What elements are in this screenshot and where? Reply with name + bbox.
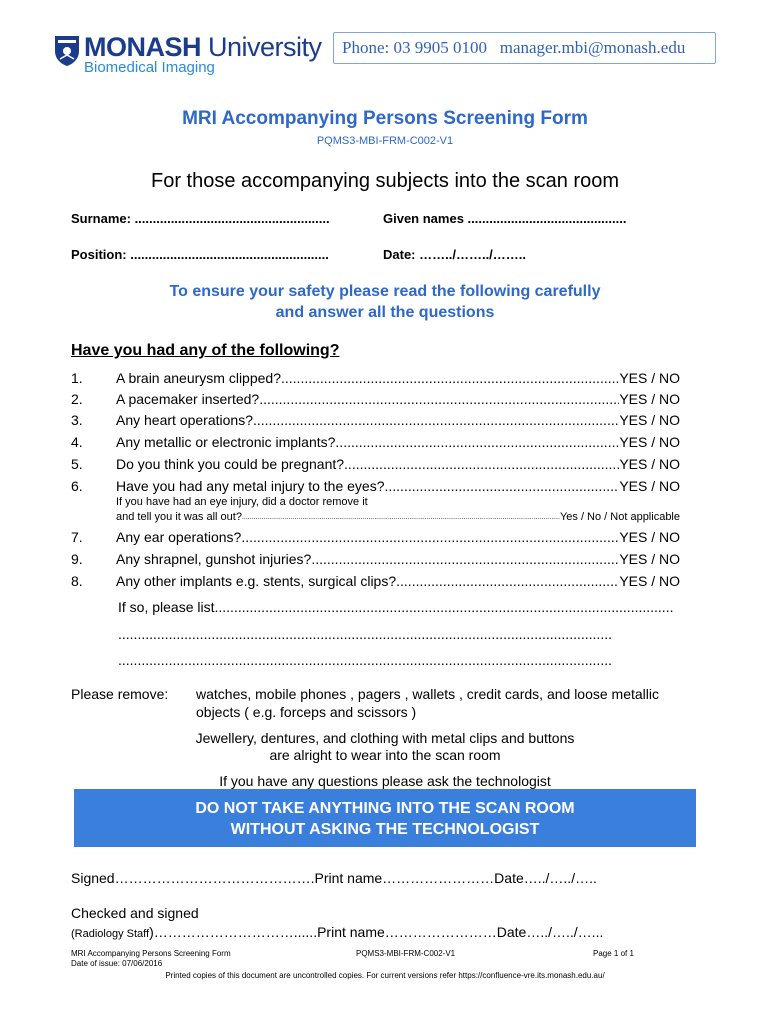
question-text: Any shrapnel, gunshot injuries? [116, 551, 312, 567]
footer-disclaimer: Printed copies of this document are uncontrolled copies. For current versions refer https://confluence-vre.its.monash.edu.au/ [165, 971, 605, 980]
yes-no-na-answer[interactable]: Yes / No / Not applicable [559, 511, 680, 523]
remove-items-line-1: watches, mobile phones , pagers , wallets , credit cards, and loose metallic [196, 686, 660, 702]
eye-followup-line-2: and tell you it was all out? [116, 511, 242, 523]
please-remove-label: Please remove: [71, 686, 169, 702]
section-heading: Have you had any of the following? [71, 342, 340, 359]
date-field[interactable]: Date: ……../……../…….. [383, 247, 527, 262]
allowed-items-line-1: Jewellery, dentures, and clothing with metal clips and buttons [195, 730, 575, 746]
checked-signed-label: Checked and signed [71, 905, 199, 921]
question-text: A pacemaker inserted? [116, 391, 260, 407]
warning-banner-line-2: WITHOUT ASKING THE TECHNOLOGIST [230, 821, 540, 838]
remove-items-line-2: objects ( e.g. forceps and scissors ) [196, 704, 417, 720]
implant-list-blank-line[interactable]: ............................................................................................................................... [118, 652, 612, 668]
surname-field[interactable]: Surname: ...................................................... [71, 211, 330, 226]
question-number: 8. [71, 573, 83, 589]
notice-line-1: To ensure your safety please read the following carefully [169, 283, 601, 300]
position-field[interactable]: Position: ....................................................... [71, 247, 329, 262]
warning-banner [74, 789, 696, 847]
question-number: 4. [71, 434, 83, 450]
question-text: Have you had any metal injury to the eyes? [116, 478, 385, 494]
question-text: A brain aneurysm clipped? [116, 370, 281, 386]
question-row[interactable] [116, 551, 680, 567]
signed-line[interactable]: Signed…………………………………….Print name……………………Date…../…../….. [71, 870, 597, 886]
question-number: 6. [71, 478, 83, 494]
implant-list-blank-line[interactable]: ............................................................................................................................... [118, 626, 612, 642]
yes-no-answer[interactable]: YES / NO [619, 529, 680, 545]
question-text: Any other implants e.g. stents, surgical clips? [116, 573, 397, 589]
yes-no-answer[interactable]: YES / NO [619, 391, 680, 407]
question-number: 1. [71, 370, 83, 386]
yes-no-answer[interactable]: YES / NO [619, 573, 680, 589]
question-number: 2. [71, 391, 83, 407]
yes-no-answer[interactable]: YES / NO [619, 434, 680, 450]
question-row[interactable] [116, 573, 680, 589]
staff-signature-line[interactable] [71, 924, 603, 940]
form-title: MRI Accompanying Persons Screening Form [182, 108, 588, 129]
document-id: PQMS3-MBI-FRM-C002-V1 [316, 135, 454, 147]
radiology-staff-label: (Radiology Staff [71, 928, 150, 940]
question-text: Any metallic or electronic implants? [116, 434, 336, 450]
logo-subtitle: Biomedical Imaging [84, 59, 215, 76]
staff-signature-rest: )…………………………......Print name……………………Date…../…../…... [149, 924, 604, 940]
question-row[interactable] [116, 456, 680, 472]
list-prompt: If so, please list [118, 599, 215, 615]
eye-followup-line-1: If you have had an eye injury, did a doctor remove it [116, 496, 368, 508]
question-text: Any heart operations? [116, 412, 253, 428]
footer-doc-id: PQMS3-MBI-FRM-C002-V1 [356, 949, 456, 958]
implant-list-line[interactable] [118, 599, 674, 615]
monash-shield-icon [54, 35, 80, 67]
question-row[interactable] [116, 412, 680, 428]
question-number: 7. [71, 529, 83, 545]
question-number: 5. [71, 456, 83, 472]
question-text: Any ear operations? [116, 529, 242, 545]
eye-followup-row[interactable] [116, 511, 680, 525]
yes-no-answer[interactable]: YES / NO [619, 478, 680, 494]
question-row[interactable] [116, 434, 680, 450]
yes-no-answer[interactable]: YES / NO [619, 456, 680, 472]
form-subtitle: For those accompanying subjects into the scan room [150, 170, 620, 192]
question-row[interactable] [116, 370, 680, 386]
allowed-items-line-2: are alright to wear into the scan room [269, 747, 501, 763]
given-names-field[interactable]: Given names ............................................ [383, 211, 627, 226]
question-row[interactable] [116, 478, 680, 494]
question-number: 3. [71, 412, 83, 428]
logo-wordmark: MONASH University [84, 32, 322, 62]
footer-page-number: Page 1 of 1 [593, 949, 634, 958]
yes-no-answer[interactable]: YES / NO [619, 412, 680, 428]
question-row[interactable] [116, 529, 680, 545]
footer-form-name: MRI Accompanying Persons Screening Form [71, 949, 231, 958]
question-text: Do you think you could be pregnant? [116, 456, 345, 472]
yes-no-answer[interactable]: YES / NO [619, 551, 680, 567]
contact-info: Phone: 03 9905 0100 manager.mbi@monash.edu [342, 38, 686, 57]
question-number: 9. [71, 551, 83, 567]
footer-issue-date: Date of issue: 07/06/2016 [71, 959, 163, 968]
questions-note: If you have any questions please ask the technologist [219, 773, 551, 789]
question-row[interactable] [116, 391, 680, 407]
yes-no-answer[interactable]: YES / NO [619, 370, 680, 386]
notice-line-2: and answer all the questions [275, 304, 495, 321]
warning-banner-line-1: DO NOT TAKE ANYTHING INTO THE SCAN ROOM [195, 800, 575, 817]
